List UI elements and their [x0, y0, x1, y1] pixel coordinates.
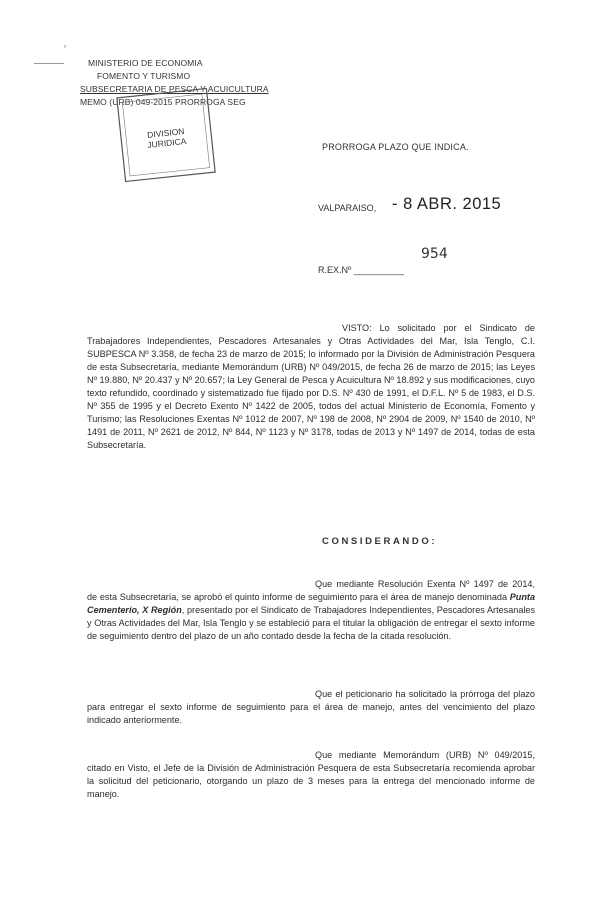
- header-ministry: MINISTERIO DE ECONOMIA: [88, 58, 203, 68]
- resolution-number: 954: [421, 246, 448, 262]
- scan-artifact-line: [34, 63, 64, 64]
- resolution-label-text: R.EX.Nº: [318, 265, 352, 275]
- considerando-paragraph-3: Que mediante Memorándum (URB) Nº 049/2015, citado en Visto, el Jefe de la División de Administración Pesquera de esta Subsecretaría recomienda aprobar la solicitud del peticionario, otorgando un plazo de 3 meses para la entrega del mencionado informe de manejo.: [87, 750, 535, 799]
- considerando-1-after: , presentado por el Sindicato de Trabajadores Independientes, Pescadores Artesanales y Otras Actividades del Mar, Isla Tenglo y se estableció para el titular la obligación de entregar el sexto informe de seguimiento dentro del plazo de un año contado desde la fecha de la citada resolución.: [87, 605, 535, 641]
- visto-paragraph: VISTO: Lo solicitado por el Sindicato de Trabajadores Independientes, Pescadores Artesanales y Otras Actividades del Mar, Isla Tenglo, C.I. SUBPESCA Nº 3.358, de fecha 23 de marzo de 2015; lo informado por la División de Administración Pesquera de esta Subsecretaría, mediante Memorándum (URB) Nº 049/2015, de fecha 26 de marzo de 2015; las Leyes Nº 19.880, Nº 20.437 y Nº 20.657; la Ley General de Pesca y Acuicultura Nº 18.892 y sus modificaciones, cuyo texto refundido, coordinado y sistematizado fue fijado por D.S. Nº 430 de 1991, el D.F.L. Nº 5 de 1983, el D.S. Nº 355 de 1995 y el Decreto Exento Nº 1422 de 2005, todos del actual Ministerio de Economía, Fomento y Turismo; las Resoluciones Exentas Nº 1012 de 2007, Nº 198 de 2008, Nº 2904 de 2009, Nº 1540 de 2010, Nº 1491 de 2011, Nº 2621 de 2012, Nº 844, Nº 1123 y Nº 3178, todas de 2013 y Nº 1497 de 2014, todas de esta Subsecretaría.: [87, 323, 535, 450]
- date-stamp: - 8 ABR. 2015: [392, 195, 502, 213]
- header-fomento: FOMENTO Y TURISMO: [97, 71, 191, 81]
- considerando-paragraph-2: Que el peticionario ha solicitado la prórroga del plazo para entregar el sexto informe de seguimiento para el área de manejo, antes del vencimiento del plazo indicado anteriormente.: [87, 689, 535, 725]
- resolution-blank: __________: [353, 265, 404, 275]
- document-subject: PRORROGA PLAZO QUE INDICA.: [322, 142, 469, 152]
- stamp-line-2: JURIDICA: [146, 135, 187, 150]
- stamp-line-1: DIVISION: [146, 126, 185, 140]
- considerando-paragraph-1: [87, 578, 535, 643]
- header-memo-ref: MEMO (URB) 049-2015 PRORROGA SEG: [80, 97, 246, 107]
- resolution-label: [318, 265, 404, 275]
- corner-tick-mark: ‘: [64, 44, 67, 55]
- considerando-1-before: Que mediante Resolución Exenta Nº 1497 de 2014, de esta Subsecretaría, se aprobó el quinto informe de seguimiento para el área de manejo denominada: [87, 579, 535, 602]
- considerando-1-area-name: Punta Cementerio, X Región: [87, 592, 535, 615]
- header-subsecretaria: SUBSECRETARIA DE PESCA Y ACUICULTURA: [80, 84, 269, 94]
- considerando-heading: CONSIDERANDO:: [322, 536, 438, 547]
- division-juridica-stamp: [114, 85, 219, 185]
- place-label: VALPARAISO,: [318, 203, 377, 213]
